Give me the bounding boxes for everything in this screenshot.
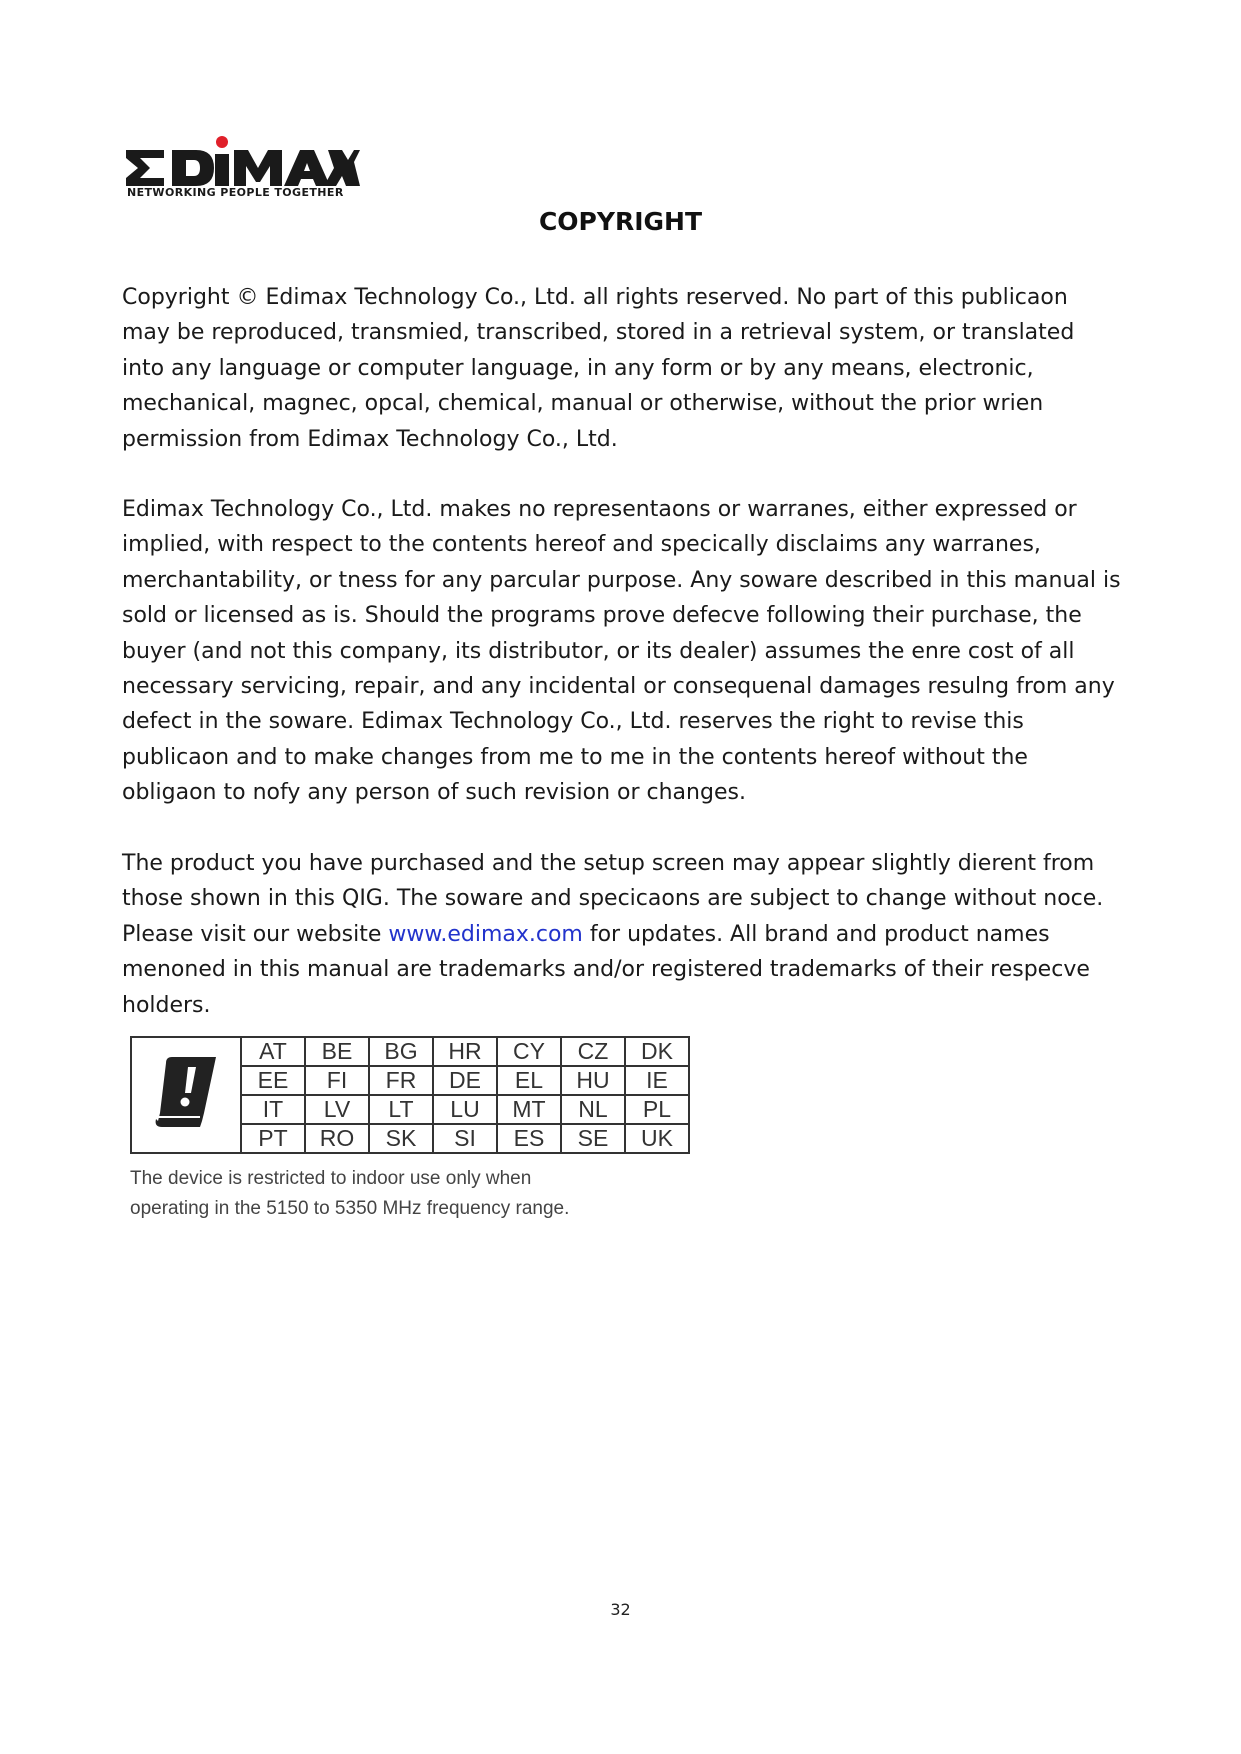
country-code: MT — [497, 1095, 561, 1124]
paragraph-2-text: Edimax Technology Co., Ltd. makes no representaons or warranes, either expressed or implied, with respect to the contents hereof and specically disclaims any warranes, merchantability, or tness for any parcular purpose. Any soware described in this manual is sold or licensed as is. Should the programs prove defecve following their purchase, the buyer (and not this company, its distributor, or its dealer) assumes the enre cost of all necessary servicing, repair, and any incidental or consequenal damages resulng from any defect in the soware. Edimax Technology Co., Ltd. reserves the right to revise this publicaon and to make changes from me to me in the contents hereof without the obligaon to nofy any person of such revision or changes. — [122, 497, 1121, 806]
country-code: DK — [625, 1037, 689, 1066]
country-code: SE — [561, 1124, 625, 1153]
country-code: BE — [305, 1037, 369, 1066]
country-code: FI — [305, 1066, 369, 1095]
disclaimer-paragraph — [122, 492, 1122, 811]
country-code: SK — [369, 1124, 433, 1153]
country-code: DE — [433, 1066, 497, 1095]
page-number: 32 — [610, 1600, 631, 1619]
country-code: EL — [497, 1066, 561, 1095]
warning-book-icon — [152, 1055, 220, 1129]
country-code: LT — [369, 1095, 433, 1124]
country-code: EE — [241, 1066, 305, 1095]
restriction-note-line-2: operating in the 5150 to 5350 MHz frequency range. — [130, 1198, 570, 1219]
restriction-icon-cell — [131, 1037, 241, 1153]
country-code: HR — [433, 1037, 497, 1066]
country-code: LU — [433, 1095, 497, 1124]
logo-red-dot — [216, 136, 228, 148]
website-link[interactable]: www.edimax.com — [388, 921, 583, 947]
logo-tagline: NETWORKING PEOPLE TOGETHER — [127, 186, 344, 199]
restriction-note — [130, 1164, 700, 1224]
country-restriction-table — [130, 1036, 690, 1154]
restriction-note-line-1: The device is restricted to indoor use only when — [130, 1168, 532, 1189]
country-code: PT — [241, 1124, 305, 1153]
paragraph-3-before-link: The product you have purchased and the setup screen may appear slightly dierent from those shown in this QIG. The soware and specicaons are subject to change without noce. Please visit our website — [122, 851, 1104, 947]
country-code: LV — [305, 1095, 369, 1124]
paragraph-3-after-link: for updates. All brand and product names menoned in this manual are trademarks and/or registered trademarks of their respecve holders. — [122, 921, 1090, 1018]
country-code: HU — [561, 1066, 625, 1095]
edimax-logo — [124, 128, 364, 200]
country-code: PL — [625, 1095, 689, 1124]
country-code: CY — [497, 1037, 561, 1066]
country-code: NL — [561, 1095, 625, 1124]
country-restriction-block — [130, 1036, 700, 1224]
country-code: SI — [433, 1124, 497, 1153]
country-code: UK — [625, 1124, 689, 1153]
country-code: BG — [369, 1037, 433, 1066]
country-code: IT — [241, 1095, 305, 1124]
edimax-wordmark — [124, 136, 360, 186]
product-notice-paragraph — [122, 846, 1122, 1023]
copyright-paragraph — [122, 280, 1122, 457]
country-code: RO — [305, 1124, 369, 1153]
page-title: COPYRIGHT — [538, 207, 703, 236]
country-code: CZ — [561, 1037, 625, 1066]
table-row — [131, 1037, 689, 1066]
paragraph-1-text: Copyright © Edimax Technology Co., Ltd. all rights reserved. No part of this publicaon may be reproduced, transmied, transcribed, stored in a retrieval system, or translated into any language or computer language, in any form or by any means, electronic, mechanical, magnec, opcal, chemical, manual or otherwise, without the prior wrien permission from Edimax Technology Co., Ltd. — [122, 285, 1075, 452]
country-code: IE — [625, 1066, 689, 1095]
country-code: AT — [241, 1037, 305, 1066]
country-code: ES — [497, 1124, 561, 1153]
country-code: FR — [369, 1066, 433, 1095]
paragraph-3-text — [122, 846, 1122, 1023]
